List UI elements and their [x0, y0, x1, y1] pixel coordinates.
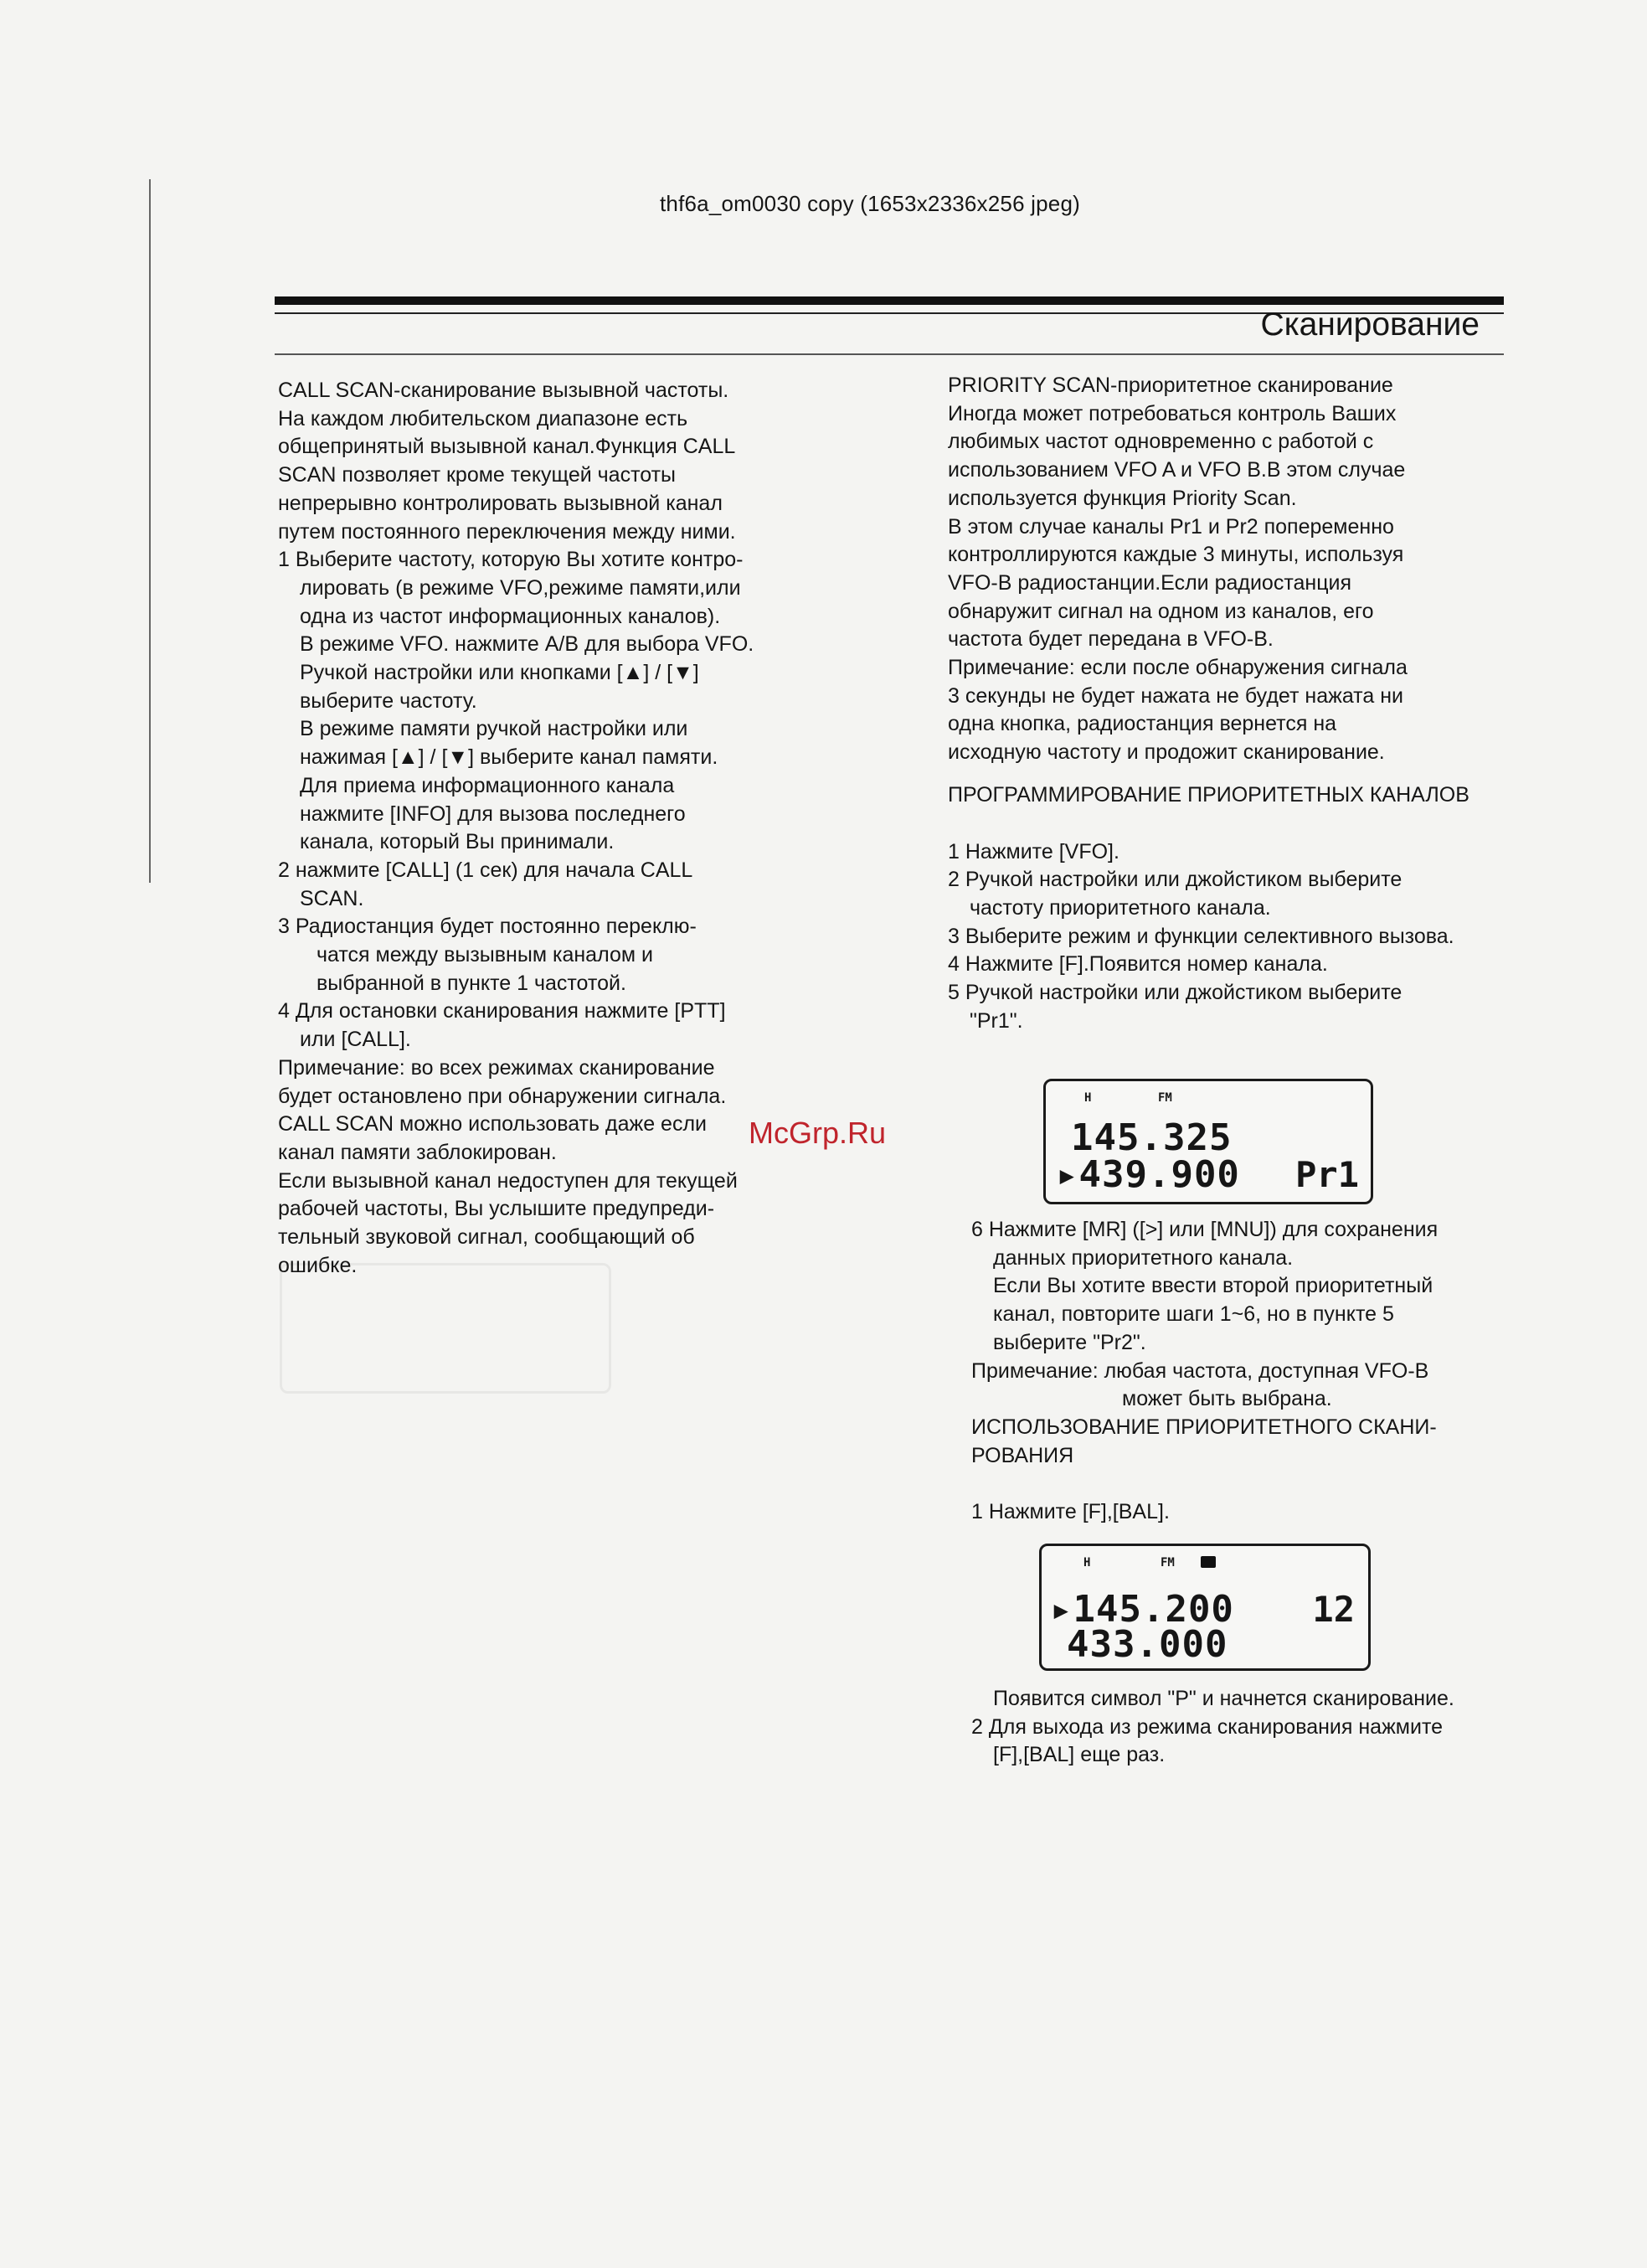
text-line: 5 Ручкой настройки или джойстиком выберите	[948, 981, 1403, 1005]
right-column-after-display1	[971, 1216, 1574, 1527]
lcd-channel-number: 12	[1312, 1589, 1355, 1630]
text-line: общепринятый вызывной канал.Функция CALL	[278, 435, 736, 459]
text-line: путем постоянного переключения между ними.	[278, 519, 736, 544]
text-line: SCAN.	[300, 886, 364, 910]
text-line: или [CALL].	[300, 1028, 411, 1052]
fm-indicator: FM	[1158, 1091, 1172, 1105]
section-title-underline	[275, 353, 1504, 355]
lcd-line-2: 433.000	[1067, 1623, 1228, 1666]
text-line: 3 Радиостанция будет постоянно переклю-	[278, 915, 697, 939]
text-line: выберите "Pr2".	[993, 1330, 1146, 1354]
lcd-display-priority-scan	[1039, 1544, 1371, 1671]
programming-heading: ПРОГРАММИРОВАНИЕ ПРИОРИТЕТНЫХ КАНАЛОВ	[948, 782, 1469, 807]
text-line: Появится символ "P" и начнется сканирование.	[993, 1687, 1454, 1710]
text-line: 6 Нажмите [MR] ([>] или [MNU]) для сохранения	[971, 1218, 1439, 1241]
text-line: 4 Нажмите [F].Появится номер канала.	[948, 952, 1328, 977]
text-line: Ручкой настройки или кнопками [▲] / [▼]	[300, 661, 699, 685]
text-line: 2 нажмите [CALL] (1 сек) для начала CALL	[278, 858, 693, 882]
text-line: В этом случае каналы Pr1 и Pr2 попеременно	[948, 514, 1394, 539]
text-line: 2 Для выхода из режима сканирования нажмите	[971, 1714, 1444, 1739]
text-line: контроллируются каждые 3 минуты, используя	[948, 543, 1404, 567]
binding-margin-line	[149, 179, 151, 883]
header-rule-thick	[275, 296, 1504, 305]
text-line: Иногда может потребоваться контроль Ваших	[948, 401, 1397, 425]
text-line: Для приема информационного канала	[300, 773, 675, 797]
text-line: частоту приоритетного канала.	[970, 895, 1271, 920]
text-line: PRIORITY SCAN-приоритетное сканирование	[948, 374, 1393, 397]
text-line: тельный звуковой сигнал, сообщающий об	[278, 1225, 695, 1250]
high-power-indicator: H	[1084, 1091, 1092, 1105]
lcd-channel-label: Pr1	[1295, 1154, 1359, 1195]
text-line: данных приоритетного канала.	[993, 1245, 1294, 1270]
text-line: лировать (в режиме VFO,режиме памяти,или	[300, 575, 741, 600]
text-line: канал, повторите шаги 1~6, но в пункте 5	[993, 1302, 1394, 1327]
text-line: обнаружит сигнал на одном из каналов, его	[948, 599, 1374, 623]
fm-indicator: FM	[1161, 1556, 1175, 1570]
text-line: Примечание: любая частота, доступная VFO-B	[971, 1358, 1429, 1383]
using-heading: ИСПОЛЬЗОВАНИЕ ПРИОРИТЕТНОГО СКАНИ-	[971, 1415, 1437, 1439]
text-line: будет остановлено при обнаружении сигнала.	[278, 1084, 727, 1108]
right-column	[948, 372, 1567, 1035]
watermark: McGrp.Ru	[749, 1116, 887, 1150]
text-line: В режиме VFO. нажмите A/B для выбора VFO.	[300, 632, 754, 657]
text-line: 1 Выберите частоту, которую Вы хотите контро-	[278, 548, 744, 572]
text-line: 3 секунды не будет нажата не будет нажата ни	[948, 683, 1403, 708]
text-line: канал памяти заблокирован.	[278, 1140, 557, 1164]
text-line: использованием VFO A и VFO B.В этом случае	[948, 458, 1406, 482]
text-line: непрерывно контролировать вызывной канал	[278, 491, 723, 515]
text-line: одна кнопка, радиостанция вернется на	[948, 712, 1337, 736]
text-line: исходную частоту и продожит сканирование.	[948, 740, 1385, 765]
text-line: выберите частоту.	[300, 688, 477, 713]
left-column	[278, 377, 831, 1281]
using-heading: РОВАНИЯ	[971, 1443, 1074, 1467]
text-line: [F],[BAL] еще раз.	[993, 1743, 1166, 1767]
text-line: 3 Выберите режим и функции селективного вызова.	[948, 924, 1454, 948]
text-line: нажмите [INFO] для вызова последнего	[300, 802, 686, 826]
bleed-through-shadow	[280, 1263, 611, 1394]
text-line: частота будет передана в VFO-B.	[948, 627, 1274, 652]
lcd-line-2: ▸439.900	[1056, 1153, 1240, 1196]
text-line: Если Вы хотите ввести второй приоритетный	[993, 1274, 1433, 1298]
text-line: На каждом любительском диапазоне есть	[278, 406, 688, 430]
text-line: "Pr1".	[970, 1008, 1023, 1033]
text-line: Если вызывной канал недоступен для текущей	[278, 1168, 738, 1193]
text-line: выбранной в пункте 1 частотой.	[317, 971, 626, 995]
text-line: 1 Нажмите [VFO].	[948, 839, 1119, 863]
high-power-indicator: H	[1083, 1556, 1091, 1570]
lcd-line-1: 145.325	[1071, 1116, 1233, 1159]
text-line: может быть выбрана.	[1122, 1387, 1332, 1411]
text-line: одна из частот информационных каналов).	[300, 604, 721, 628]
text-line: любимых частот одновременно с работой с	[948, 430, 1374, 454]
text-line: CALL SCAN-сканирование вызывной частоты.	[278, 379, 729, 402]
text-line: чатся между вызывным каналом и	[317, 943, 653, 967]
file-title: thf6a_om0030 copy (1653x2336x256 jpeg)	[660, 191, 1080, 216]
section-title: Сканирование	[1260, 307, 1480, 343]
memory-icon	[1201, 1556, 1216, 1568]
text-line: CALL SCAN можно использовать даже если	[278, 1112, 707, 1137]
text-line: используется функция Priority Scan.	[948, 486, 1297, 510]
text-line: VFO-B радиостанции.Если радиостанция	[948, 570, 1352, 595]
text-line: SCAN позволяет кроме текущей частоты	[278, 463, 677, 487]
text-line: ошибке.	[278, 1253, 358, 1277]
lcd-display-priority-channel	[1043, 1079, 1373, 1204]
text-line: В режиме памяти ручкой настройки или	[300, 717, 688, 741]
text-line: 2 Ручкой настройки или джойстиком выберите	[948, 868, 1403, 892]
text-line: рабочей частоты, Вы услышите предупреди-	[278, 1197, 715, 1221]
text-line: Примечание: во всех режимах сканирование	[278, 1055, 715, 1080]
text-line: 1 Нажмите [F],[BAL].	[971, 1500, 1170, 1524]
text-line: Примечание: если после обнаружения сигнала	[948, 656, 1408, 680]
lcd-line-1: ▸145.200	[1050, 1588, 1234, 1631]
right-column-after-display2	[971, 1685, 1574, 1770]
text-line: нажимая [▲] / [▼] выберите канал памяти.	[300, 745, 718, 770]
text-line: канала, который Вы принимали.	[300, 830, 615, 854]
text-line: 4 Для остановки сканирования нажмите [PTT]	[278, 999, 726, 1023]
